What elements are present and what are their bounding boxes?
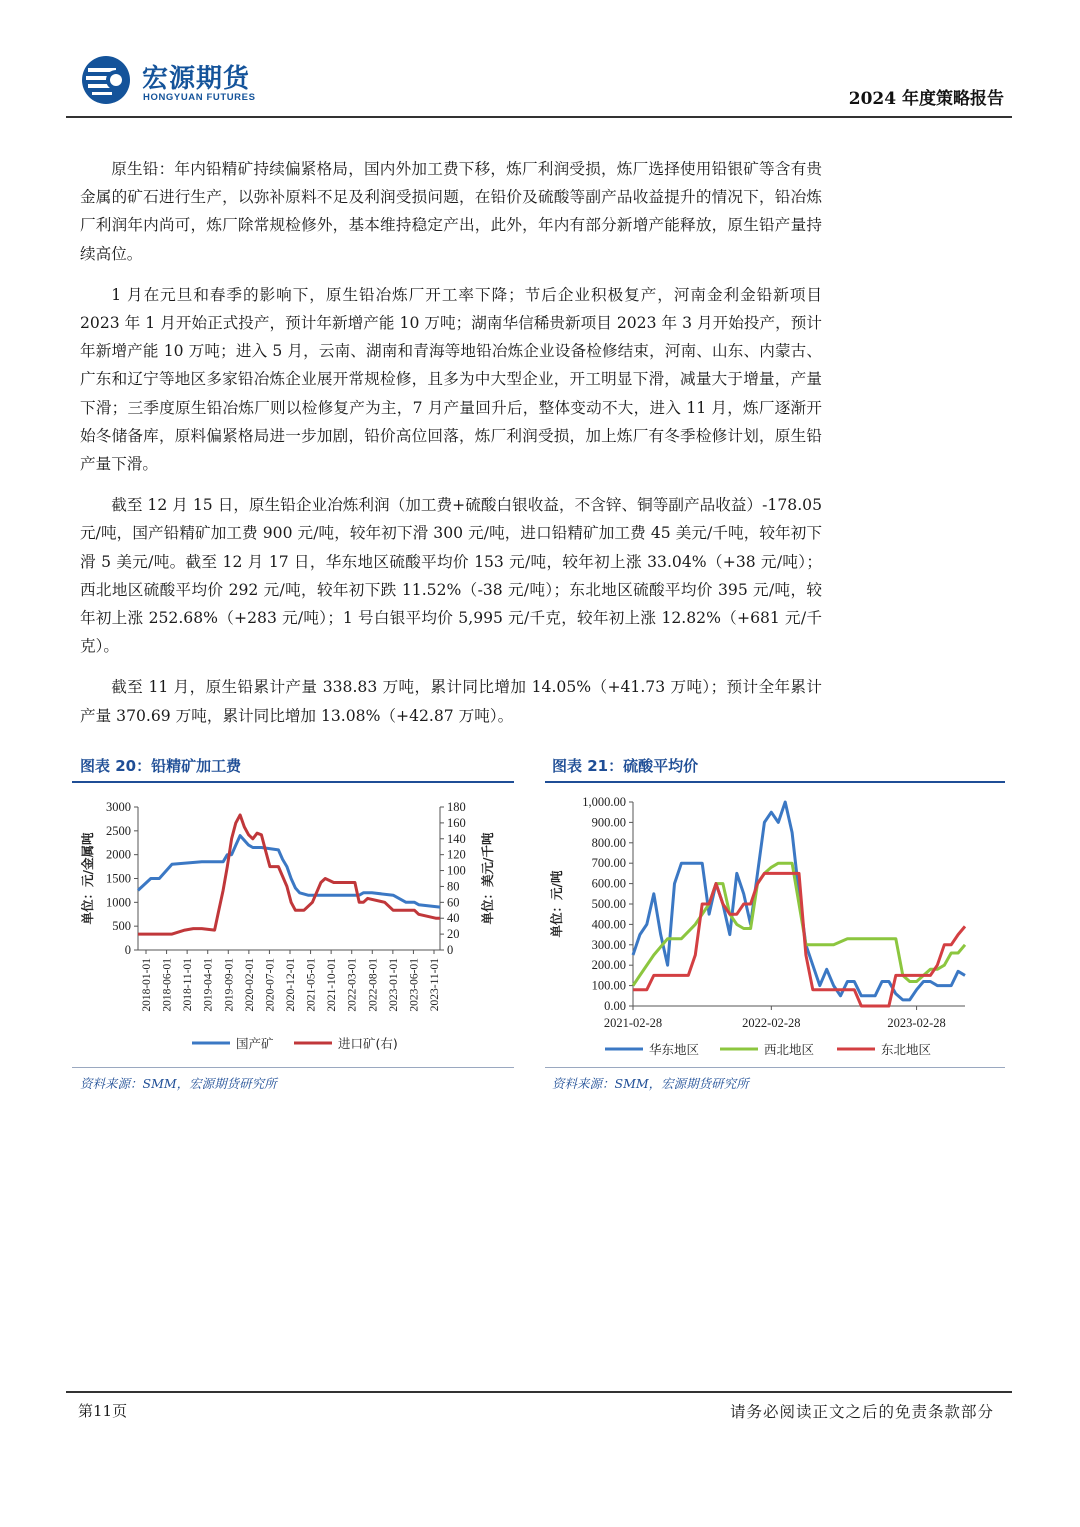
y2-tick-label: 160 bbox=[447, 815, 466, 830]
y2-tick-label: 80 bbox=[447, 879, 460, 894]
figure-21-title: 图表 21：硫酸平均价 bbox=[552, 757, 699, 775]
paragraph-monthly-production: 1 月在元旦和春季的影响下，原生铅冶炼厂开工率下降；节后企业积极复产，河南金利金铅新项目 2023 年 1 月开始正式投产，预计年新增产能 10 万吨；湖南华信稀贵新项目 2023 年 3 月开始投产，预计年新增产能 10 万吨；进入 5 月，云南、湖南和青海等地铅冶炼企业设备检修结束，河南、山东、内蒙古、广东和辽宁等地区多家铅冶炼企业展开常规检修，且多为中大型企业，开工明显下滑，减量大于增量，产量下滑；三季度原生铅冶炼厂则以检修复产为主，7 月产量回升后，整体变动不大，进入 11 月，炼厂逐渐开始冬储备库，原料偏紧格局进一步加剧，铅价高位回落，炼厂利润受损，加上炼厂有冬季检修计划，原生铅产量下滑。 bbox=[80, 285, 822, 474]
y-tick-label: 1500 bbox=[106, 871, 131, 886]
figure-20-bottom-rule bbox=[72, 1067, 514, 1068]
legend-label: 华东地区 bbox=[649, 1042, 700, 1057]
x-tick-label: 2022-08-01 bbox=[367, 958, 380, 1012]
figure-20-source: 资料来源：SMM，宏源期货研究所 bbox=[80, 1076, 277, 1091]
logo-chinese-text: 宏源期货 bbox=[142, 64, 251, 94]
y-axis-title: 单位：元/吨 bbox=[549, 870, 564, 938]
y-tick-label: 500.00 bbox=[591, 897, 626, 911]
y-tick-label: 800.00 bbox=[591, 835, 626, 850]
x-tick-label: 2022-02-28 bbox=[742, 1016, 801, 1030]
figure-21-bottom-rule bbox=[545, 1067, 1005, 1068]
disclaimer-note: 请务必阅读正文之后的免责条款部分 bbox=[729, 1403, 994, 1421]
figure-21-source: 资料来源：SMM，宏源期货研究所 bbox=[552, 1076, 749, 1091]
x-tick-label: 2020-07-01 bbox=[264, 958, 277, 1012]
y-tick-label: 500 bbox=[112, 919, 131, 934]
sulfuric-acid-price-chart bbox=[545, 790, 1005, 1060]
y-tick-label: 300.00 bbox=[591, 937, 626, 952]
y2-tick-label: 180 bbox=[447, 800, 466, 814]
legend-label: 东北地区 bbox=[881, 1042, 932, 1057]
y-tick-label: 200.00 bbox=[591, 958, 626, 973]
x-tick-label: 2018-11-01 bbox=[182, 958, 195, 1012]
x-tick-label: 2021-02-28 bbox=[603, 1016, 663, 1030]
x-tick-label: 2020-12-01 bbox=[285, 958, 297, 1012]
paragraph-profit-prices: 截至 12 月 15 日，原生铅企业冶炼利润（加工费+硫酸白银收益，不含锌、铜等副产品收益）-178.05 元/吨，国产铅精矿加工费 900 元/吨，较年初下滑 300 元/吨，进口铅精矿加工费 45 美元/千吨，较年初下滑 5 美元/吨。截至 12 月 17 日，华东地区硫酸平均价 153 元/吨，较年初上涨 33.04%（+38 元/吨）；西北地区硫酸平均价 292 元/吨，较年初下跌 11.52%（-38 元/吨）；东北地区硫酸平均价 395 元/吨，较年初上涨 252.68%（+283 元/吨）；1 号白银平均价 5,995 元/千克，较年初上涨 12.82%（+681 元/千克）。 bbox=[80, 496, 822, 656]
lead-concentrate-tc-chart bbox=[72, 790, 514, 1060]
logo-english-text: HONGYUAN FUTURES bbox=[143, 92, 256, 103]
x-tick-label: 2019-04-01 bbox=[202, 958, 215, 1012]
y-tick-label: 700.00 bbox=[591, 856, 626, 871]
y2-axis-title: 单位：美元/千吨 bbox=[480, 832, 495, 925]
x-tick-label: 2021-10-01 bbox=[326, 958, 339, 1012]
y2-tick-label: 60 bbox=[447, 895, 460, 910]
y-tick-label: 100.00 bbox=[591, 978, 626, 993]
x-tick-label: 2021-05-01 bbox=[305, 958, 318, 1012]
x-tick-label: 2022-03-01 bbox=[346, 958, 359, 1012]
y-tick-label: 900.00 bbox=[591, 815, 626, 830]
x-tick-label: 2018-06-01 bbox=[161, 958, 174, 1012]
y-tick-label: 400.00 bbox=[591, 917, 626, 932]
y-tick-label: 1,000.00 bbox=[582, 795, 626, 809]
y-tick-label: 600.00 bbox=[591, 876, 626, 891]
y-tick-label: 2500 bbox=[106, 823, 131, 838]
x-tick-label: 2020-02-01 bbox=[243, 958, 256, 1012]
report-title: 2024 年度策略报告 bbox=[848, 89, 1004, 109]
x-tick-label: 2023-01-01 bbox=[387, 958, 400, 1012]
figure-21-rule bbox=[545, 781, 1005, 783]
legend-label: 西北地区 bbox=[764, 1042, 815, 1057]
y-tick-label: 3000 bbox=[106, 800, 131, 814]
x-tick-label: 2023-06-01 bbox=[408, 958, 421, 1012]
figure-20-rule bbox=[72, 781, 514, 783]
page-number: 第11页 bbox=[78, 1402, 128, 1420]
x-tick-label: 2023-11-01 bbox=[429, 958, 441, 1012]
y-tick-label: 2000 bbox=[106, 847, 131, 862]
y2-tick-label: 0 bbox=[447, 943, 454, 957]
y2-tick-label: 120 bbox=[447, 847, 466, 862]
y2-tick-label: 100 bbox=[447, 863, 466, 878]
paragraph-cumulative-output: 截至 11 月，原生铅累计产量 338.83 万吨，累计同比增加 14.05%（+41.73 万吨）；预计全年累计产量 370.69 万吨，累计同比增加 13.08%（+42.87 万吨）。 bbox=[80, 678, 822, 725]
body-text bbox=[80, 155, 822, 743]
x-tick-label: 2018-01-01 bbox=[141, 958, 153, 1012]
x-tick-label: 2019-09-01 bbox=[223, 958, 236, 1012]
y-tick-label: 0.00 bbox=[604, 999, 626, 1013]
y-tick-label: 0 bbox=[124, 943, 131, 957]
y-axis-title: 单位：元/金属吨 bbox=[80, 832, 95, 925]
y2-tick-label: 40 bbox=[447, 911, 460, 926]
y2-tick-label: 140 bbox=[447, 831, 466, 846]
y-tick-label: 1000 bbox=[106, 895, 131, 910]
y2-tick-label: 20 bbox=[447, 927, 460, 942]
header-divider bbox=[66, 116, 1012, 118]
paragraph-primary-lead: 原生铅：年内铅精矿持续偏紧格局，国内外加工费下移，炼厂利润受损，炼厂选择使用铅银矿等含有贵金属的矿石进行生产，以弥补原料不足及利润受损问题，在铅价及硫酸等副产品收益提升的情况下，铅冶炼厂利润年内尚可，炼厂除常规检修外，基本维持稳定产出，此外，年内有部分新增产能释放，原生铅产量持续高位。 bbox=[80, 160, 822, 263]
logo-mark-icon bbox=[80, 54, 132, 106]
figure-20-title: 图表 20：铅精矿加工费 bbox=[80, 757, 242, 775]
legend-label: 国产矿 bbox=[236, 1036, 274, 1051]
footer-divider bbox=[66, 1391, 1012, 1393]
legend-label: 进口矿(右) bbox=[338, 1036, 398, 1051]
x-tick-label: 2023-02-28 bbox=[887, 1016, 946, 1030]
page-header bbox=[72, 50, 1008, 116]
company-logo bbox=[80, 54, 340, 108]
